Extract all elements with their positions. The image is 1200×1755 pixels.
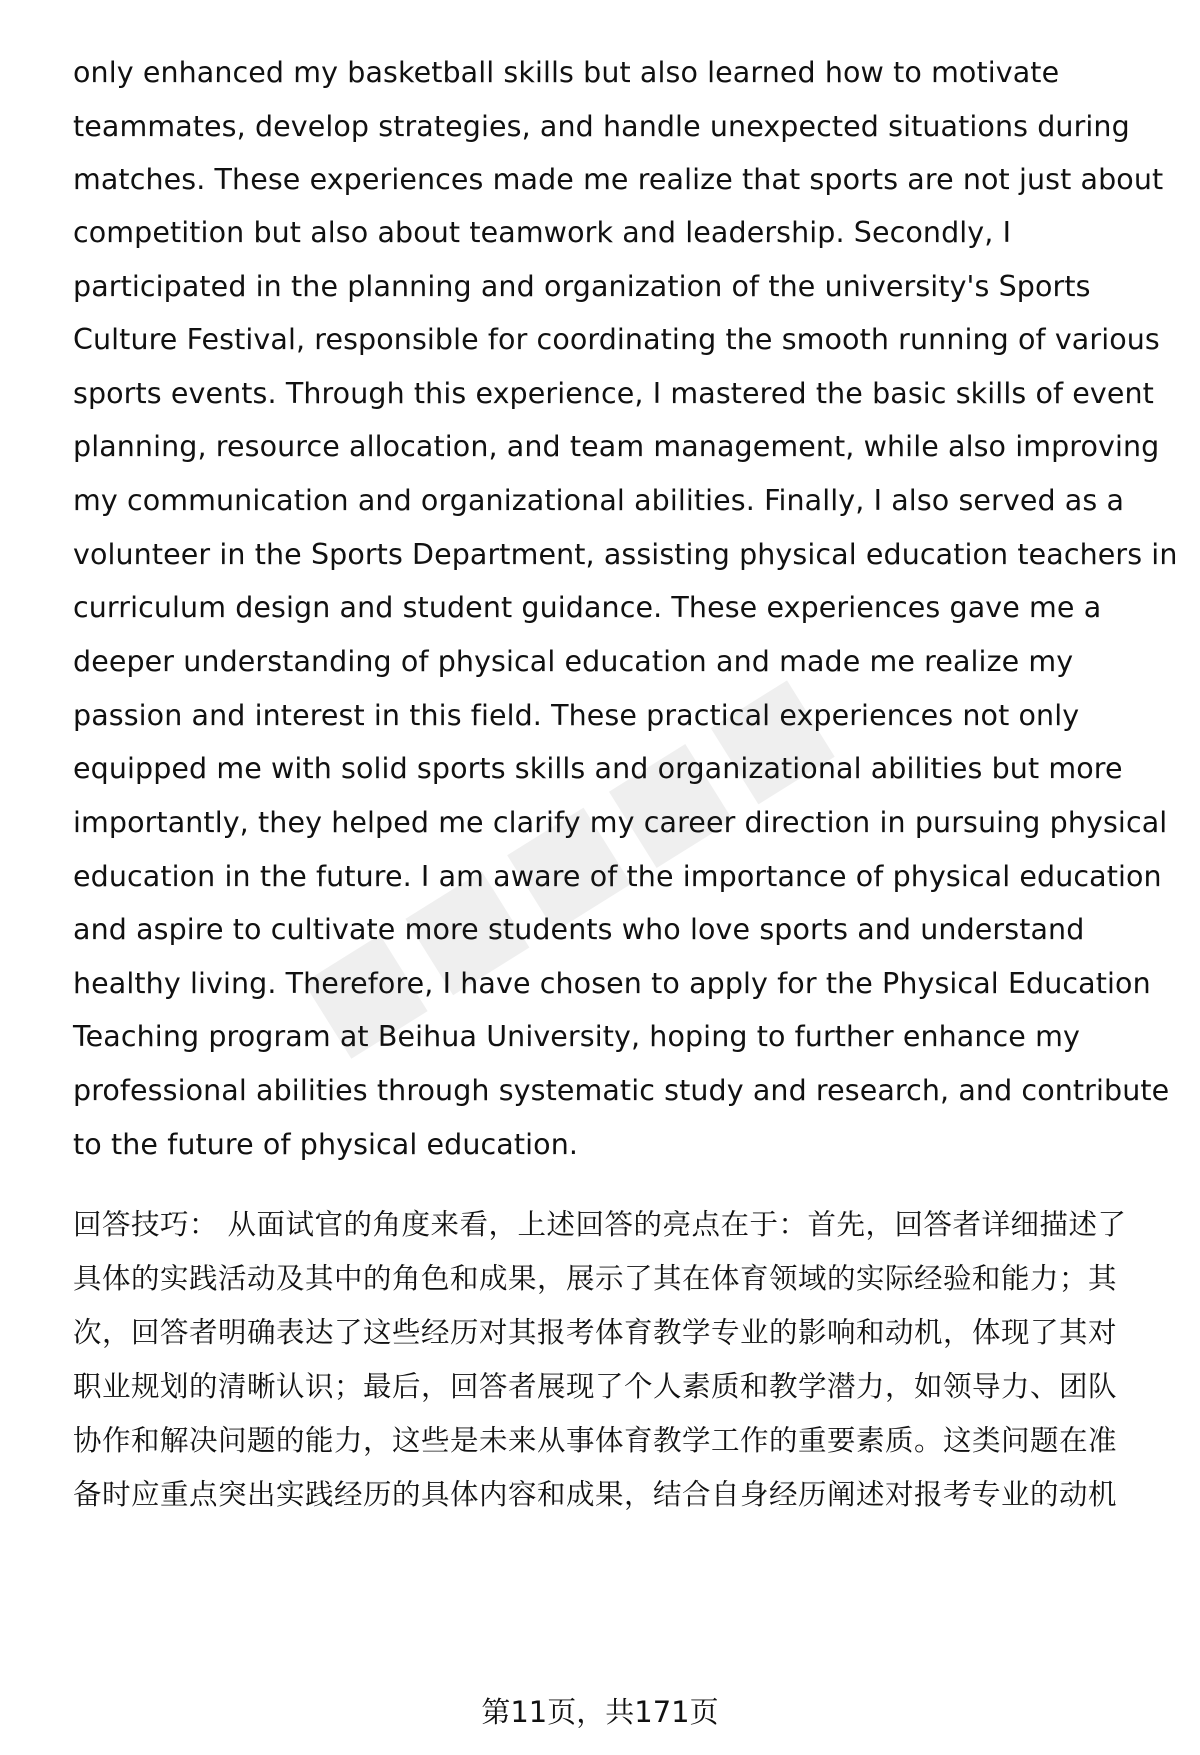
body-line: to the future of physical education. [73,1128,579,1161]
body-line: Teaching program at Beihua University, hoping to further enhance my [73,1020,1080,1053]
tips-line: 次，回答者明确表达了这些经历对其报考体育教学专业的影响和动机，体现了其对 [73,1316,1118,1349]
body-line: only enhanced my basketball skills but also learned how to motivate [73,56,1060,89]
body-line: equipped me with solid sports skills and organizational abilities but more [73,752,1123,785]
body-line: professional abilities through systematic study and research, and contribute [73,1074,1170,1107]
page-number: 第11页，共171页 [481,1695,719,1729]
body-line: Culture Festival, responsible for coordinating the smooth running of various [73,323,1160,356]
tips-line: 具体的实践活动及其中的角色和成果，展示了其在体育领域的实际经验和能力；其 [73,1262,1118,1295]
body-line: importantly, they helped me clarify my career direction in pursuing physical [73,806,1168,839]
body-line: curriculum design and student guidance. These experiences gave me a [73,591,1102,624]
body-line: and aspire to cultivate more students who love sports and understand [73,913,1085,946]
body-line: competition but also about teamwork and leadership. Secondly, I [73,216,1012,249]
body-line: volunteer in the Sports Department, assisting physical education teachers in [73,538,1178,571]
tips-line: 备时应重点突出实践经历的具体内容和成果，结合自身经历阐述对报考专业的动机 [73,1478,1118,1511]
tips-line: 协作和解决问题的能力，这些是未来从事体育教学工作的重要素质。这类问题在准 [73,1424,1118,1457]
body-line: matches. These experiences made me realize that sports are not just about [73,163,1164,196]
body-line: participated in the planning and organization of the university's Sports [73,270,1091,303]
body-line: planning, resource allocation, and team management, while also improving [73,430,1160,463]
body-line: teammates, develop strategies, and handle unexpected situations during [73,110,1130,143]
body-line: education in the future. I am aware of the importance of physical education [73,860,1162,893]
tips-line: 职业规划的清晰认识；最后，回答者展现了个人素质和教学潜力，如领导力、团队 [73,1370,1118,1403]
body-line: sports events. Through this experience, I mastered the basic skills of event [73,377,1154,410]
body-line: passion and interest in this field. These practical experiences not only [73,699,1080,732]
body-line: healthy living. Therefore, I have chosen to apply for the Physical Education [73,967,1151,1000]
body-line: deeper understanding of physical education and made me realize my [73,645,1074,678]
tips-line: 回答技巧： 从面试官的角度来看，上述回答的亮点在于：首先，回答者详细描述了 [73,1208,1127,1241]
body-line: my communication and organizational abilities. Finally, I also served as a [73,484,1125,517]
